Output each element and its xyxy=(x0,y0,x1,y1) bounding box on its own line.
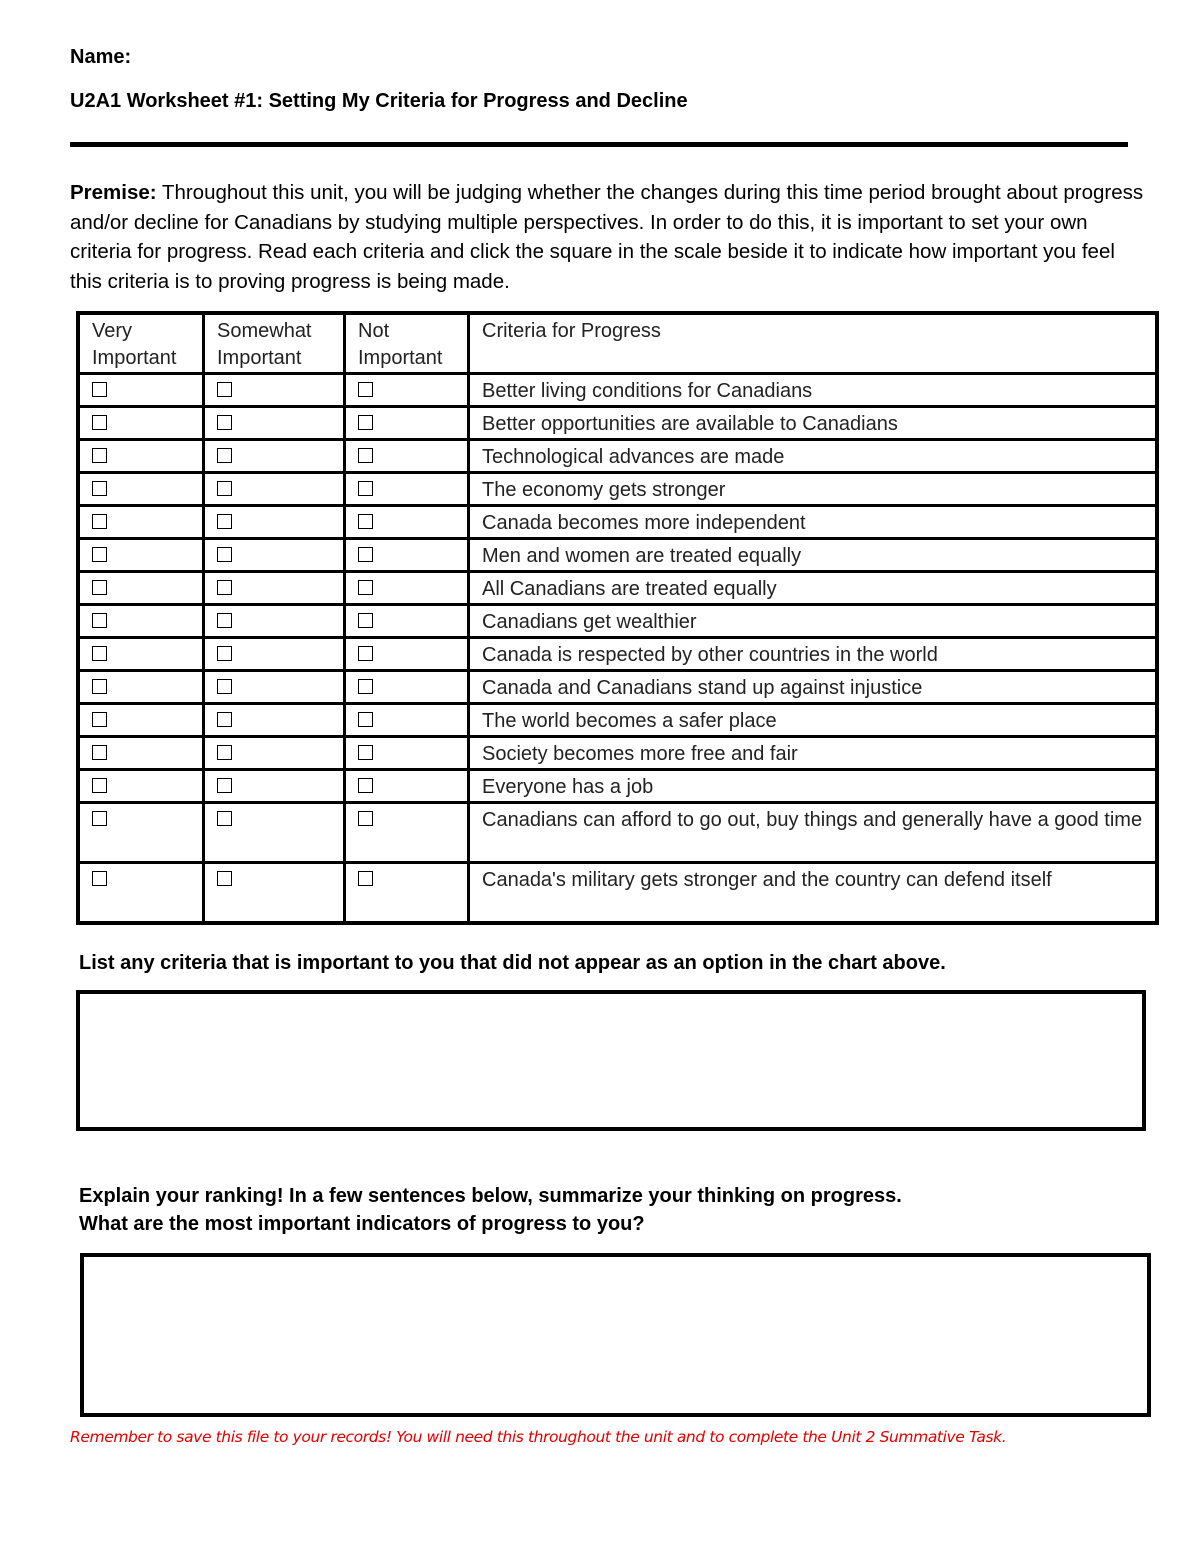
checkbox-not-important[interactable] xyxy=(358,646,373,661)
cell-very-important xyxy=(78,440,204,473)
cell-somewhat-important xyxy=(204,539,345,572)
checkbox-not-important[interactable] xyxy=(358,415,373,430)
table-row xyxy=(78,770,1157,803)
answer-box-missing-criteria[interactable] xyxy=(76,990,1146,1131)
save-reminder-note: Remember to save this file to your records! You will need this throughout the unit and to complete the Unit 2 Summative Task. xyxy=(70,1428,1007,1446)
cell-somewhat-important xyxy=(204,803,345,863)
checkbox-very-important[interactable] xyxy=(92,871,107,886)
name-label: Name: xyxy=(70,46,132,68)
cell-somewhat-important xyxy=(204,638,345,671)
table-row xyxy=(78,506,1157,539)
cell-not-important xyxy=(345,539,469,572)
checkbox-very-important[interactable] xyxy=(92,514,107,529)
criteria-text: Canada becomes more independent xyxy=(469,506,1158,539)
checkbox-somewhat-important[interactable] xyxy=(217,382,232,397)
cell-not-important xyxy=(345,473,469,506)
checkbox-not-important[interactable] xyxy=(358,448,373,463)
cell-somewhat-important xyxy=(204,737,345,770)
premise-text: Throughout this unit, you will be judging whether the changes during this time period brought about progress and/or decline for Canadians by studying multiple perspectives. In order to do this, it is important to set your own criteria for progress. Read each criteria and click the square in the scale beside it to indicate how important you feel this criteria is to proving progress is being made. xyxy=(70,181,1144,293)
criteria-text: Society becomes more free and fair xyxy=(469,737,1158,770)
checkbox-very-important[interactable] xyxy=(92,415,107,430)
checkbox-very-important[interactable] xyxy=(92,745,107,760)
cell-not-important xyxy=(345,638,469,671)
cell-not-important xyxy=(345,506,469,539)
table-header-row xyxy=(78,313,1157,374)
question-missing-criteria: List any criteria that is important to you that did not appear as an option in the chart above. xyxy=(79,952,946,974)
table-row xyxy=(78,572,1157,605)
cell-very-important xyxy=(78,506,204,539)
table-row xyxy=(78,638,1157,671)
checkbox-not-important[interactable] xyxy=(358,580,373,595)
cell-very-important xyxy=(78,770,204,803)
cell-not-important xyxy=(345,440,469,473)
checkbox-somewhat-important[interactable] xyxy=(217,871,232,886)
checkbox-very-important[interactable] xyxy=(92,481,107,496)
table-row xyxy=(78,539,1157,572)
question-explain-line2: What are the most important indicators of progress to you? xyxy=(79,1213,645,1235)
table-row xyxy=(78,473,1157,506)
cell-very-important xyxy=(78,803,204,863)
checkbox-very-important[interactable] xyxy=(92,382,107,397)
checkbox-not-important[interactable] xyxy=(358,382,373,397)
checkbox-not-important[interactable] xyxy=(358,811,373,826)
checkbox-not-important[interactable] xyxy=(358,514,373,529)
checkbox-somewhat-important[interactable] xyxy=(217,712,232,727)
table-row xyxy=(78,374,1157,407)
cell-somewhat-important xyxy=(204,506,345,539)
checkbox-very-important[interactable] xyxy=(92,811,107,826)
cell-somewhat-important xyxy=(204,572,345,605)
cell-somewhat-important xyxy=(204,473,345,506)
table-row xyxy=(78,605,1157,638)
checkbox-not-important[interactable] xyxy=(358,613,373,628)
cell-somewhat-important xyxy=(204,704,345,737)
cell-somewhat-important xyxy=(204,374,345,407)
cell-somewhat-important xyxy=(204,440,345,473)
criteria-text: Canada and Canadians stand up against injustice xyxy=(469,671,1158,704)
checkbox-very-important[interactable] xyxy=(92,679,107,694)
criteria-text: Canada is respected by other countries in the world xyxy=(469,638,1158,671)
table-row xyxy=(78,407,1157,440)
cell-not-important xyxy=(345,605,469,638)
checkbox-somewhat-important[interactable] xyxy=(217,679,232,694)
cell-very-important xyxy=(78,572,204,605)
checkbox-somewhat-important[interactable] xyxy=(217,745,232,760)
premise-label: Premise: xyxy=(70,181,157,204)
cell-very-important xyxy=(78,671,204,704)
checkbox-very-important[interactable] xyxy=(92,646,107,661)
criteria-text: The world becomes a safer place xyxy=(469,704,1158,737)
cell-not-important xyxy=(345,704,469,737)
answer-box-explain-ranking[interactable] xyxy=(80,1253,1151,1417)
table-row xyxy=(78,440,1157,473)
cell-not-important xyxy=(345,863,469,924)
checkbox-not-important[interactable] xyxy=(358,745,373,760)
title-divider xyxy=(70,142,1128,147)
cell-not-important xyxy=(345,671,469,704)
cell-very-important xyxy=(78,737,204,770)
checkbox-not-important[interactable] xyxy=(358,871,373,886)
cell-very-important xyxy=(78,407,204,440)
header-somewhat-important: Somewhat Important xyxy=(204,313,345,374)
criteria-text: Better living conditions for Canadians xyxy=(469,374,1158,407)
checkbox-somewhat-important[interactable] xyxy=(217,415,232,430)
cell-somewhat-important xyxy=(204,605,345,638)
criteria-text: All Canadians are treated equally xyxy=(469,572,1158,605)
checkbox-very-important[interactable] xyxy=(92,613,107,628)
cell-very-important xyxy=(78,473,204,506)
criteria-text: Men and women are treated equally xyxy=(469,539,1158,572)
criteria-text: Canada's military gets stronger and the country can defend itself xyxy=(469,863,1158,924)
table-row xyxy=(78,671,1157,704)
cell-not-important xyxy=(345,737,469,770)
cell-very-important xyxy=(78,605,204,638)
cell-not-important xyxy=(345,803,469,863)
cell-not-important xyxy=(345,374,469,407)
table-row xyxy=(78,803,1157,863)
cell-very-important xyxy=(78,704,204,737)
cell-not-important xyxy=(345,572,469,605)
table-row xyxy=(78,737,1157,770)
checkbox-not-important[interactable] xyxy=(358,712,373,727)
worksheet-title: U2A1 Worksheet #1: Setting My Criteria for Progress and Decline xyxy=(70,90,688,112)
criteria-text: Canadians can afford to go out, buy things and generally have a good time xyxy=(469,803,1158,863)
cell-somewhat-important xyxy=(204,671,345,704)
cell-somewhat-important xyxy=(204,863,345,924)
checkbox-somewhat-important[interactable] xyxy=(217,646,232,661)
checkbox-not-important[interactable] xyxy=(358,481,373,496)
cell-very-important xyxy=(78,638,204,671)
criteria-text: Everyone has a job xyxy=(469,770,1158,803)
cell-very-important xyxy=(78,863,204,924)
checkbox-very-important[interactable] xyxy=(92,778,107,793)
question-explain-ranking xyxy=(79,1182,902,1238)
checkbox-somewhat-important[interactable] xyxy=(217,547,232,562)
checkbox-somewhat-important[interactable] xyxy=(217,448,232,463)
checkbox-somewhat-important[interactable] xyxy=(217,811,232,826)
cell-somewhat-important xyxy=(204,770,345,803)
question-explain-line1: Explain your ranking! In a few sentences below, summarize your thinking on progress. xyxy=(79,1185,902,1207)
checkbox-somewhat-important[interactable] xyxy=(217,778,232,793)
checkbox-somewhat-important[interactable] xyxy=(217,481,232,496)
checkbox-somewhat-important[interactable] xyxy=(217,580,232,595)
checkbox-not-important[interactable] xyxy=(358,679,373,694)
header-not-important: Not Important xyxy=(345,313,469,374)
criteria-text: The economy gets stronger xyxy=(469,473,1158,506)
table-row xyxy=(78,863,1157,924)
cell-not-important xyxy=(345,407,469,440)
checkbox-very-important[interactable] xyxy=(92,547,107,562)
header-criteria: Criteria for Progress xyxy=(469,313,1158,374)
checkbox-somewhat-important[interactable] xyxy=(217,514,232,529)
cell-very-important xyxy=(78,374,204,407)
criteria-text: Technological advances are made xyxy=(469,440,1158,473)
header-very-important: Very Important xyxy=(78,313,204,374)
cell-somewhat-important xyxy=(204,407,345,440)
cell-very-important xyxy=(78,539,204,572)
criteria-text: Canadians get wealthier xyxy=(469,605,1158,638)
checkbox-very-important[interactable] xyxy=(92,580,107,595)
criteria-text: Better opportunities are available to Canadians xyxy=(469,407,1158,440)
criteria-table xyxy=(76,311,1159,925)
checkbox-not-important[interactable] xyxy=(358,778,373,793)
table-row xyxy=(78,704,1157,737)
cell-not-important xyxy=(345,770,469,803)
checkbox-very-important[interactable] xyxy=(92,712,107,727)
checkbox-not-important[interactable] xyxy=(358,547,373,562)
checkbox-somewhat-important[interactable] xyxy=(217,613,232,628)
premise-paragraph xyxy=(70,178,1145,296)
checkbox-very-important[interactable] xyxy=(92,448,107,463)
